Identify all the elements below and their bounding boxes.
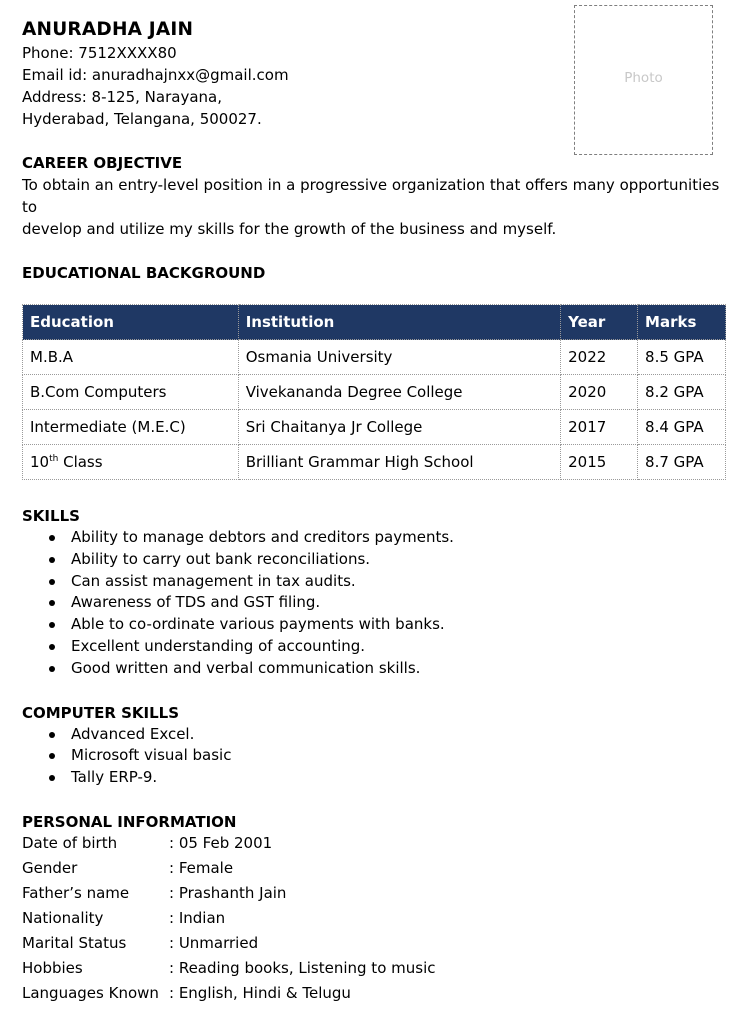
cell-education bbox=[23, 445, 239, 480]
education-header-row bbox=[23, 305, 726, 340]
cell-education: M.B.A bbox=[23, 340, 239, 375]
personal-info-row bbox=[22, 906, 726, 931]
info-value: : Unmarried bbox=[169, 933, 259, 952]
table-row bbox=[23, 445, 726, 480]
skills-heading: SKILLS bbox=[22, 507, 80, 525]
cell-education: Intermediate (M.E.C) bbox=[23, 410, 239, 445]
computer-skills-list bbox=[22, 724, 726, 789]
resume-page bbox=[22, 18, 726, 1006]
personal-info-row bbox=[22, 956, 726, 981]
header-marks: Marks bbox=[638, 305, 726, 340]
info-value: : English, Hindi & Telugu bbox=[169, 983, 351, 1002]
list-item: Advanced Excel. bbox=[22, 724, 726, 746]
list-item: Microsoft visual basic bbox=[22, 745, 726, 767]
list-item: Can assist management in tax audits. bbox=[22, 571, 726, 593]
info-value: : 05 Feb 2001 bbox=[169, 833, 273, 852]
career-objective-heading: CAREER OBJECTIVE bbox=[22, 154, 183, 172]
info-value: : Prashanth Jain bbox=[169, 883, 287, 902]
cell-marks: 8.4 GPA bbox=[638, 410, 726, 445]
address-line-1: Address: 8-125, Narayana, bbox=[22, 88, 222, 106]
cell-year: 2020 bbox=[561, 375, 638, 410]
cell-institution: Brilliant Grammar High School bbox=[238, 445, 560, 480]
cell-year: 2017 bbox=[561, 410, 638, 445]
personal-info-heading: PERSONAL INFORMATION bbox=[22, 812, 237, 831]
education-table bbox=[22, 304, 726, 480]
class-superscript: th bbox=[49, 454, 59, 464]
address-line-2: Hyderabad, Telangana, 500027. bbox=[22, 110, 262, 128]
cell-marks: 8.7 GPA bbox=[638, 445, 726, 480]
cell-year: 2022 bbox=[561, 340, 638, 375]
info-value: : Indian bbox=[169, 908, 226, 927]
list-item: Able to co-ordinate various payments with banks. bbox=[22, 614, 726, 636]
personal-info-row bbox=[22, 881, 726, 906]
table-row bbox=[23, 410, 726, 445]
personal-info-row bbox=[22, 831, 726, 856]
email-line: Email id: anuradhajnxx@gmail.com bbox=[22, 66, 289, 84]
info-value: : Reading books, Listening to music bbox=[169, 958, 436, 977]
cell-marks: 8.2 GPA bbox=[638, 375, 726, 410]
header-institution: Institution bbox=[238, 305, 560, 340]
header-year: Year bbox=[561, 305, 638, 340]
computer-skills-heading: COMPUTER SKILLS bbox=[22, 703, 180, 722]
cell-institution: Vivekananda Degree College bbox=[238, 375, 560, 410]
cell-year: 2015 bbox=[561, 445, 638, 480]
phone-line: Phone: 7512XXXX80 bbox=[22, 44, 177, 62]
table-row bbox=[23, 375, 726, 410]
list-item: Tally ERP-9. bbox=[22, 767, 726, 789]
photo-label: Photo bbox=[624, 70, 663, 86]
info-label: Gender bbox=[22, 858, 78, 877]
education-heading: EDUCATIONAL BACKGROUND bbox=[22, 264, 266, 282]
career-objective-line-1: To obtain an entry-level position in a progressive organization that offers many opportunities to bbox=[22, 176, 720, 216]
table-row bbox=[23, 340, 726, 375]
personal-info-list bbox=[22, 831, 726, 1006]
info-label: Marital Status bbox=[22, 933, 127, 952]
class-number: 10 bbox=[30, 453, 50, 471]
header-education: Education bbox=[23, 305, 239, 340]
info-label: Nationality bbox=[22, 908, 104, 927]
info-label: Hobbies bbox=[22, 958, 83, 977]
cell-education: B.Com Computers bbox=[23, 375, 239, 410]
class-suffix: Class bbox=[58, 453, 103, 471]
list-item: Ability to carry out bank reconciliations. bbox=[22, 549, 726, 571]
skills-list bbox=[22, 527, 726, 680]
personal-info-row bbox=[22, 856, 726, 881]
personal-info-row bbox=[22, 981, 726, 1006]
cell-institution: Sri Chaitanya Jr College bbox=[238, 410, 560, 445]
personal-info-row bbox=[22, 931, 726, 956]
list-item: Ability to manage debtors and creditors payments. bbox=[22, 527, 726, 549]
list-item: Excellent understanding of accounting. bbox=[22, 636, 726, 658]
career-objective-line-2: develop and utilize my skills for the growth of the business and myself. bbox=[22, 220, 557, 238]
cell-marks: 8.5 GPA bbox=[638, 340, 726, 375]
cell-institution: Osmania University bbox=[238, 340, 560, 375]
candidate-name: ANURADHA JAIN bbox=[22, 19, 194, 40]
info-label: Date of birth bbox=[22, 833, 118, 852]
list-item: Awareness of TDS and GST filing. bbox=[22, 592, 726, 614]
info-label: Father’s name bbox=[22, 883, 130, 902]
list-item: Good written and verbal communication skills. bbox=[22, 658, 726, 680]
info-label: Languages Known bbox=[22, 983, 159, 1002]
info-value: : Female bbox=[169, 858, 234, 877]
